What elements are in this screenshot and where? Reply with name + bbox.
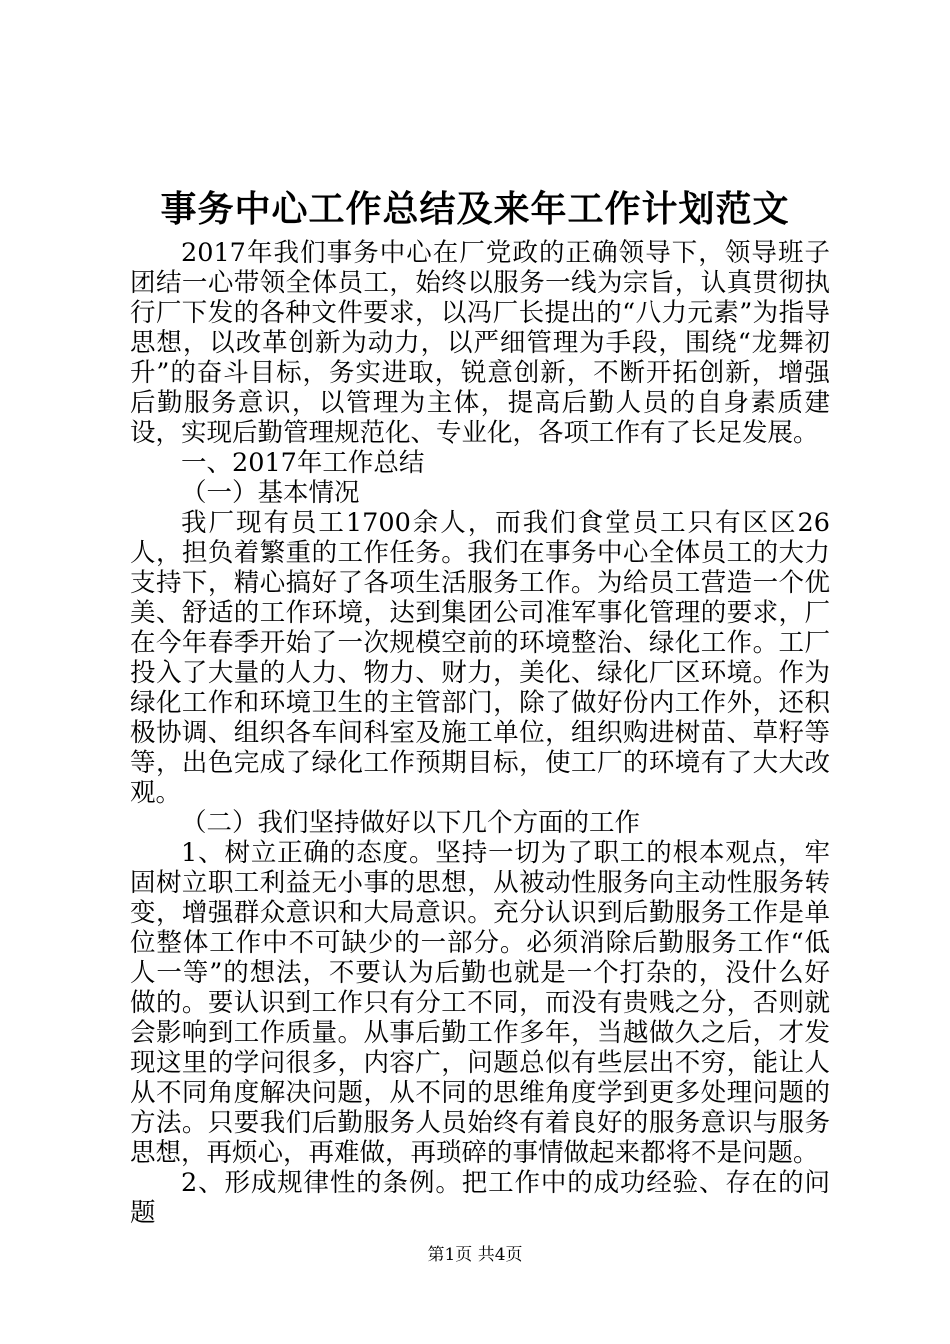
paragraph-intro: 2017年我们事务中心在厂党政的正确领导下，领导班子团结一心带领全体员工，始终以服务一线为宗旨，认真贯彻执行厂下发的各种文件要求，以冯厂长提出的“八力元素”为指导思想，以改革创新为动力，以严细管理为手段，围绕“龙舞初升”的奋斗目标，务实进取，锐意创新，不断开拓创新，增强后勤服务意识，以管理为主体，提高后勤人员的自身素质建设，实现后勤管理规范化、专业化，各项工作有了长足发展。 xyxy=(130,238,830,448)
subsection-heading-basic: （一）基本情况 xyxy=(181,478,360,508)
section-heading-summary: 一、2017年工作总结 xyxy=(181,448,425,478)
paragraph-basic-situation: 我厂现有员工1700余人，而我们食堂员工只有区区26人，担负着繁重的工作任务。我们在事务中心全体员工的大力支持下，精心搞好了各项生活服务工作。为给员工营造一个优美、舒适的工作环境，达到集团公司准军事化管理的要求，厂在今年春季开始了一次规模空前的环境整治、绿化工作。工厂投入了大量的人力、物力、财力，美化、绿化厂区环境。作为绿化工作和环境卫生的主管部门，除了做好份内工作外，还积极协调、组织各车间科室及施工单位，组织购进树苗、草籽等等，出色完成了绿化工作预期目标，使工厂的环境有了大大改观。 xyxy=(130,508,830,808)
document-body xyxy=(130,238,830,1228)
paragraph-item-1: 1、树立正确的态度。坚持一切为了职工的根本观点，牢固树立职工利益无小事的思想，从被动性服务向主动性服务转变，增强群众意识和大局意识。充分认识到后勤服务工作是单位整体工作中不可缺少的一部分。必须消除后勤服务工作“低人一等”的想法，不要认为后勤也就是一个打杂的，没什么好做的。要认识到工作只有分工不同，而没有贵贱之分，否则就会影响到工作质量。从事后勤工作多年，当越做久之后，才发现这里的学问很多，内容广，问题总似有些层出不穷，能让人从不同角度解决问题，从不同的思维角度学到更多处理问题的方法。只要我们后勤服务人员始终有着良好的服务意识与服务思想，再烦心，再难做，再琐碎的事情做起来都将不是问题。 xyxy=(130,838,830,1168)
page-footer: 第1页 共4页 xyxy=(427,1245,523,1265)
subsection-heading-work: （二）我们坚持做好以下几个方面的工作 xyxy=(181,808,641,838)
paragraph-item-2: 2、形成规律性的条例。把工作中的成功经验、存在的问题 xyxy=(130,1168,830,1228)
document-title: 事务中心工作总结及来年工作计划范文 xyxy=(160,188,790,230)
